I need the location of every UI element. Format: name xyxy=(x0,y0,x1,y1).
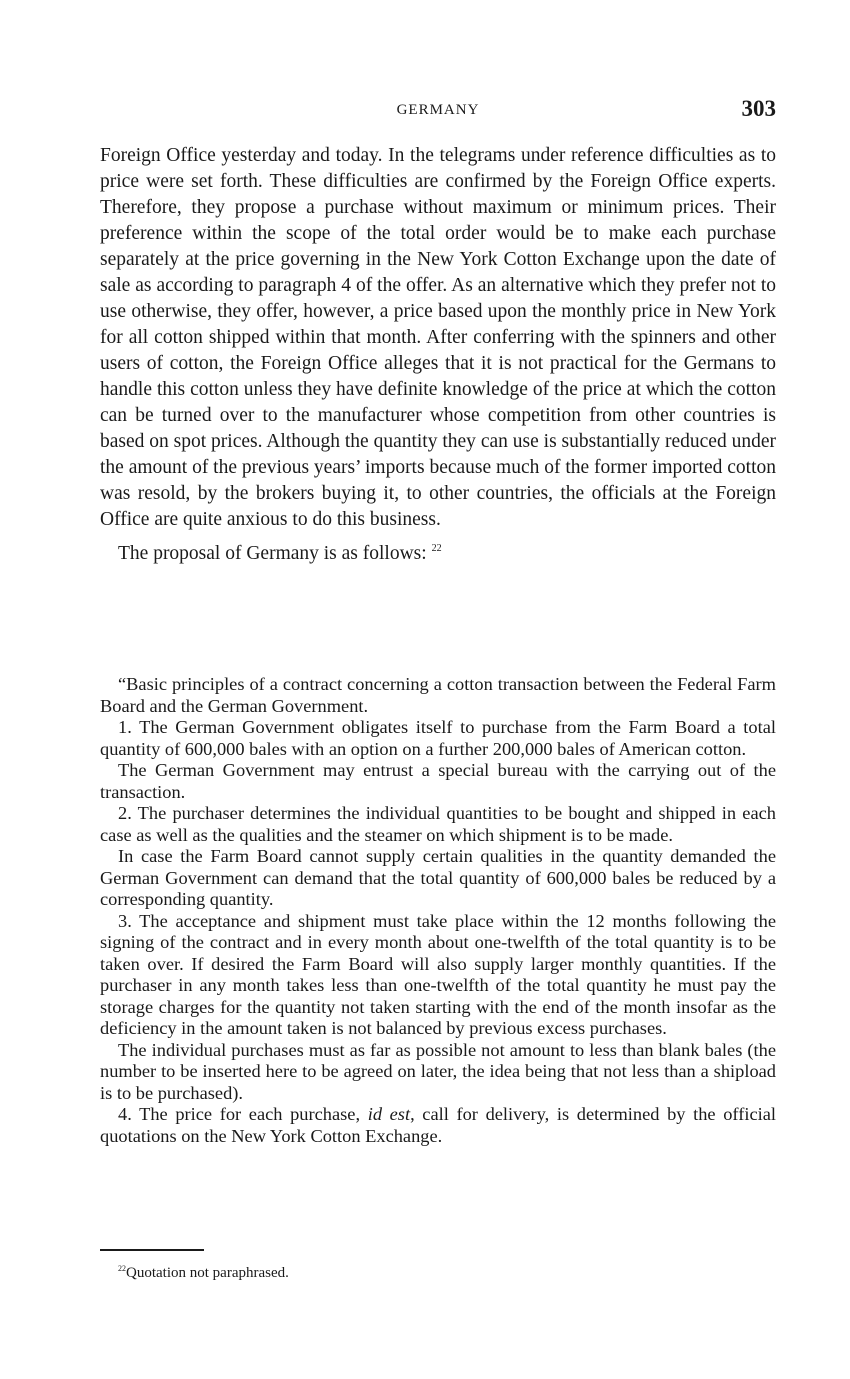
body-paragraph: Foreign Office yesterday and today. In the telegrams under reference difficulties as to price were set forth. These difficulties are confirmed by the Foreign Office experts. Therefore, they propose a purchase without maximum or minimum prices. Their preference within the scope of the total order would be to make each purchase separately at the price governing in the New York Cotton Exchange upon the date of sale as according to paragraph 4 of the offer. As an alternative which they prefer not to use otherwise, they offer, however, a price based upon the monthly price in New York for all cotton shipped within that month. After conferring with the spinners and other users of cotton, the Foreign Office alleges that it is not practical for the Germans to handle this cotton unless they have definite knowledge of the price at which the cotton can be turned over to the manufacturer whose competition from other countries is based on spot prices. Although the quantity they can use is substantially reduced under the amount of the previous years’ imports because much of the former imported cotton was resold, by the brokers buying it, to other countries, the officials at the Foreign Office are quite anxious to do this business. xyxy=(100,145,776,530)
running-head: GERMANY xyxy=(396,102,480,118)
quote-item-2-note: In case the Farm Board cannot supply certain qualities in the quantity demanded the German Government can demand that the total quantity of 600,000 bales be reduced by a corresponding quantity. xyxy=(100,846,776,909)
quote-item-2: 2. The purchaser determines the individual quantities to be bought and shipped in each case as well as the qualities and the steamer on which shipment is to be made. xyxy=(100,803,776,845)
quoted-proposal xyxy=(100,674,776,1147)
proposal-intro-text: The proposal of Germany is as follows: xyxy=(118,543,427,564)
proposal-intro-paragraph xyxy=(100,541,776,567)
quote-intro: “Basic principles of a contract concerning a cotton transaction between the Federal Farm Board and the German Government. xyxy=(100,674,776,716)
footnote-reference[interactable]: 22 xyxy=(431,543,442,554)
quote-item-4 xyxy=(100,1104,776,1147)
footnote-number: 22 xyxy=(118,1264,126,1273)
quote-item-4-start: 4. The price for each purchase, xyxy=(118,1104,361,1124)
quote-item-4-end: , call for delivery, is determined by the official quotations on the New York Cotton Exchange. xyxy=(100,1104,776,1146)
footnote-divider xyxy=(100,1249,204,1251)
page-number: 303 xyxy=(741,96,776,121)
quote-item-3: 3. The acceptance and shipment must take place within the 12 months following the signing of the contract and in every month about one-twelfth of the total quantity is to be taken over. If desired the Farm Board will also supply larger monthly quantities. If the purchaser in any month takes less than one-twelfth of the total quantity he must pay the storage charges for the quantity not taken starting with the end of the month insofar as the deficiency in the amount taken is not balanced by previous excess purchases. xyxy=(100,910,776,1038)
quote-item-1: 1. The German Government obligates itself to purchase from the Farm Board a total quantity of 600,000 bales with an option on a further 200,000 bales of American cotton. xyxy=(100,717,776,759)
footnote-text: Quotation not paraphrased. xyxy=(126,1265,289,1281)
body-text xyxy=(100,143,776,567)
quote-item-3-note: The individual purchases must as far as possible not amount to less than blank bales (the number to be inserted here to be agreed on later, the idea being that not less than a shipload is to be purchased). xyxy=(100,1039,776,1103)
quote-item-1-note: The German Government may entrust a special bureau with the carrying out of the transaction. xyxy=(100,760,776,802)
quote-item-4-italic: id est xyxy=(367,1104,411,1124)
page-header xyxy=(100,96,776,126)
footnote xyxy=(118,1264,289,1282)
